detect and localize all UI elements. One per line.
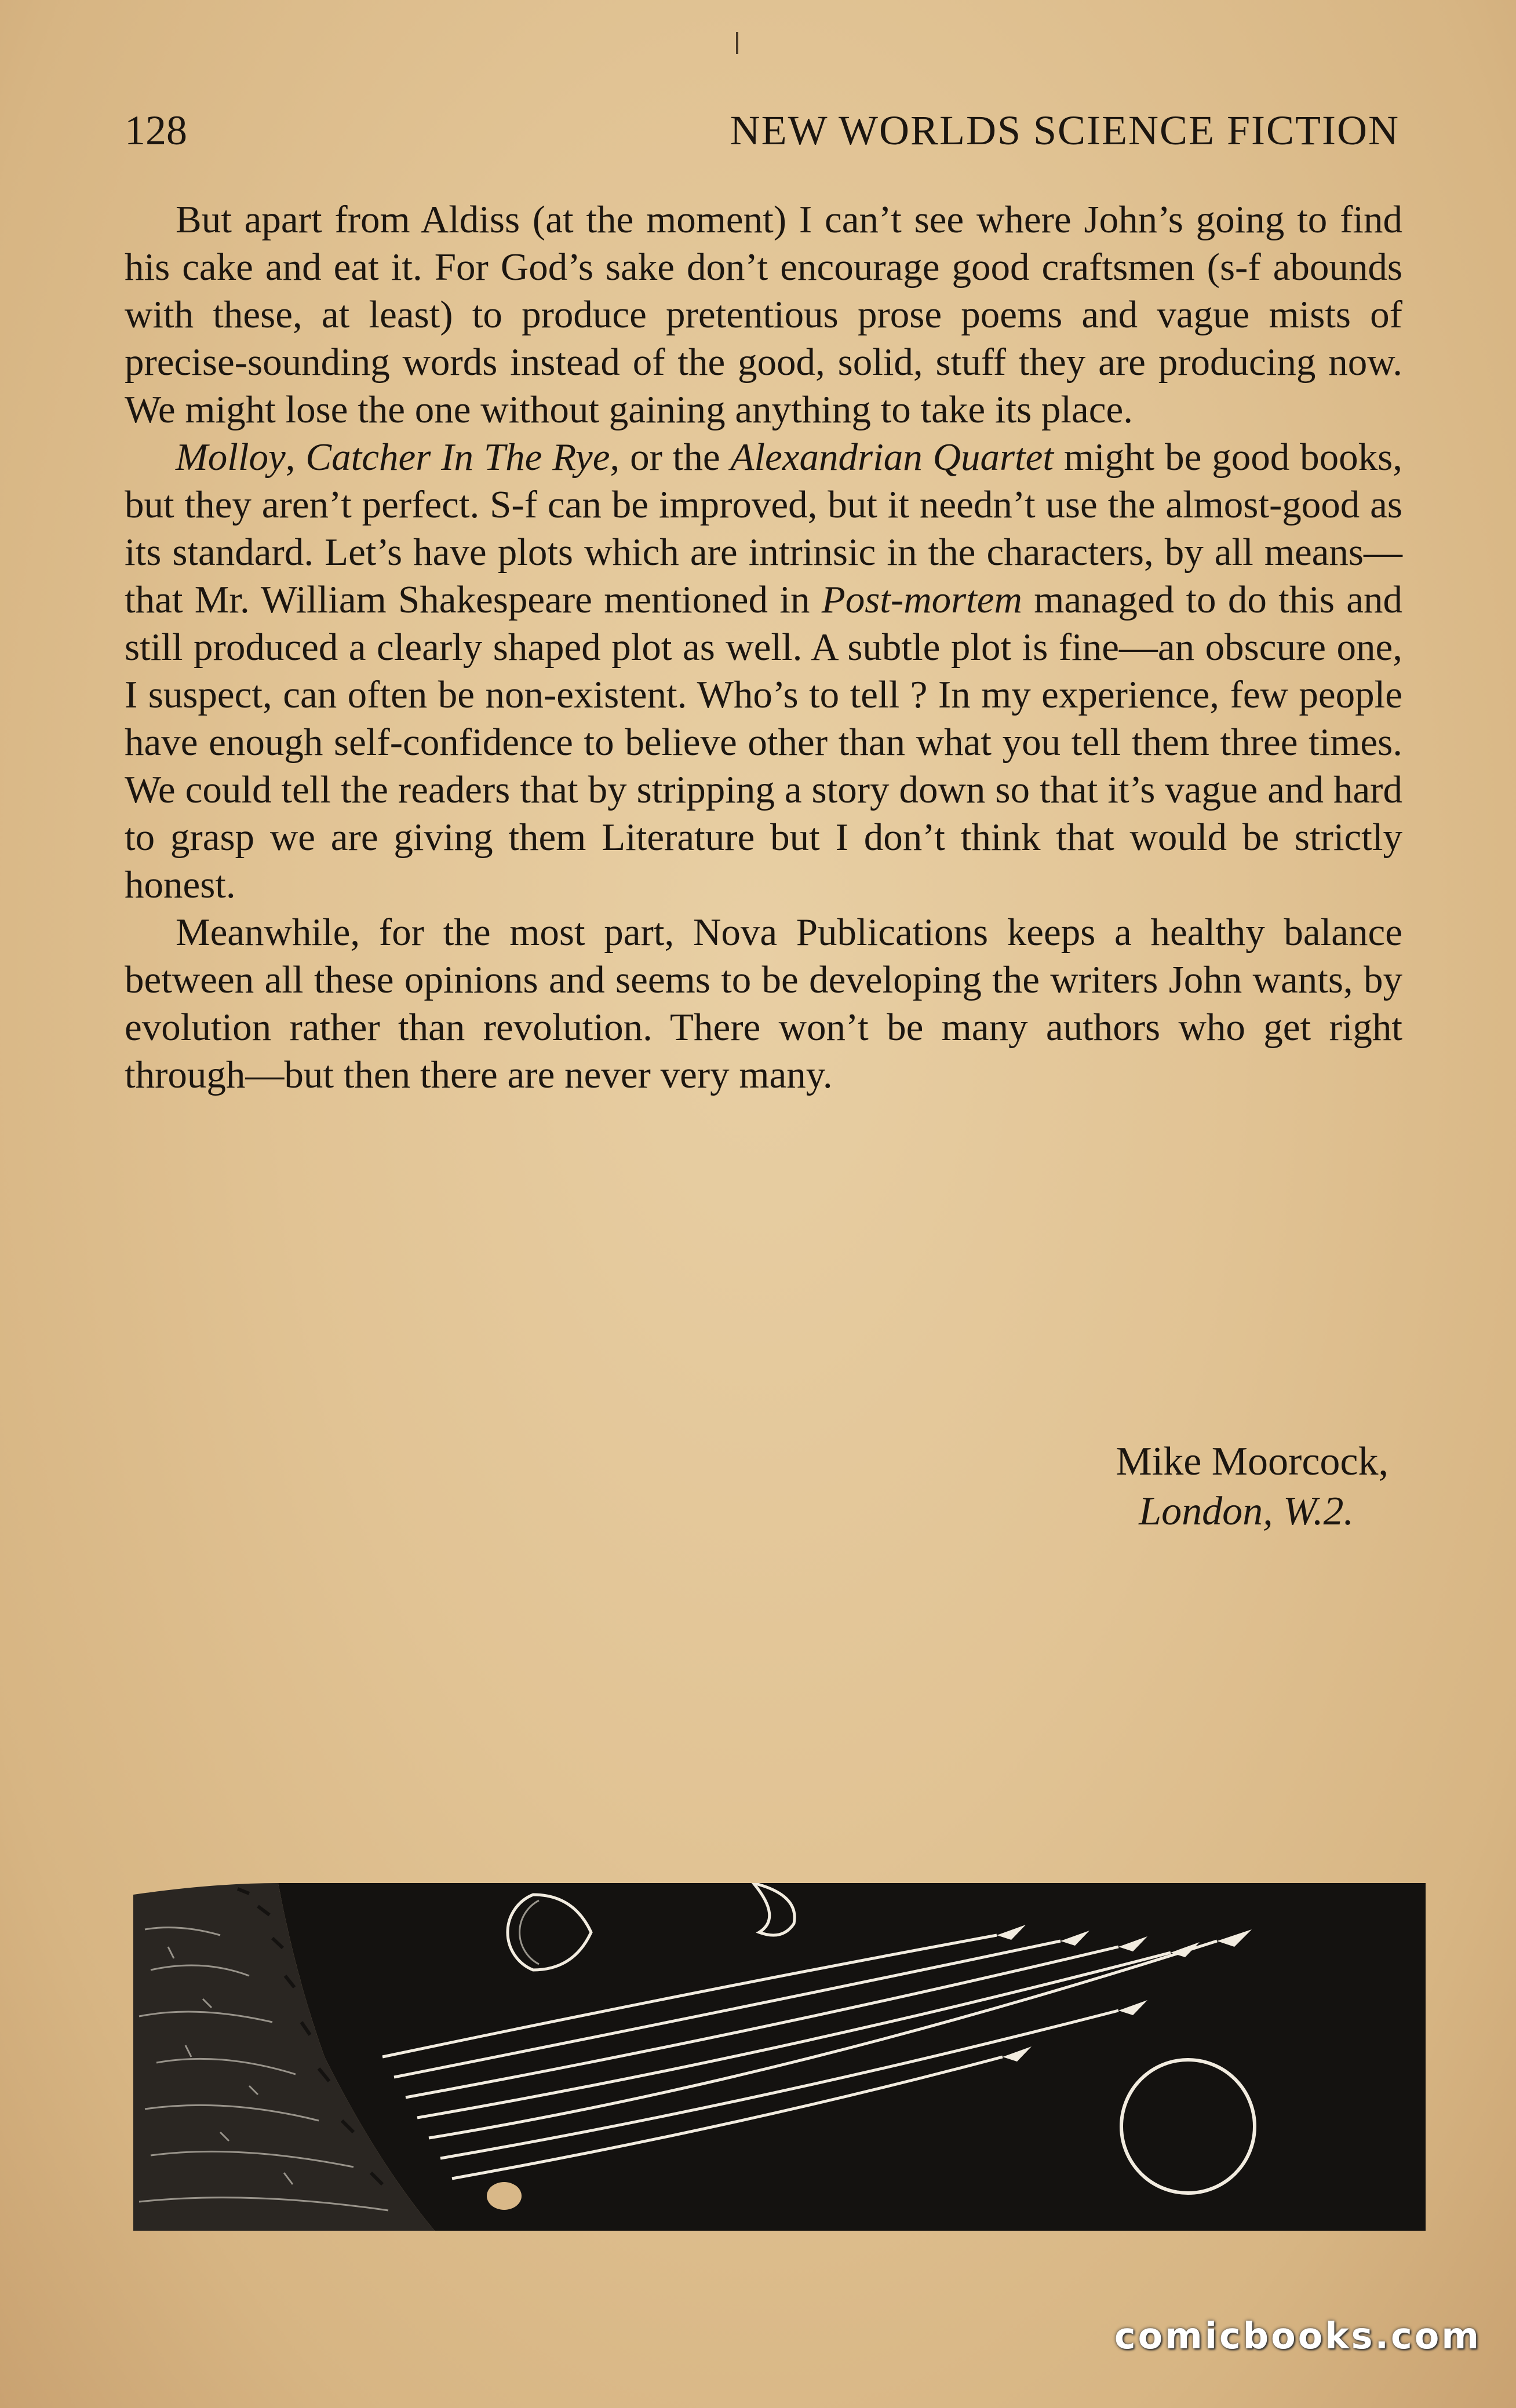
story-title-post-mortem: Post-mortem xyxy=(821,578,1022,621)
watermark: comicbooks.com xyxy=(1114,2315,1481,2357)
paragraph-3: Meanwhile, for the most part, Nova Publications keeps a healthy balance between all these opinions and seems to be developing the writers John wants, by evolution rather than revolution. There won’t be many authors who get right through—but then there are never very many. xyxy=(125,911,1402,1096)
space-planet-rockets-illustration xyxy=(133,1883,1426,2254)
illustration-svg xyxy=(133,1883,1426,2254)
signature-place: London, W.2. xyxy=(1139,1489,1354,1534)
signature xyxy=(867,1437,1389,1537)
page-header xyxy=(125,98,1400,162)
book-title-catcher: Catcher In The Rye xyxy=(305,436,610,479)
running-title: NEW WORLDS SCIENCE FICTION xyxy=(730,107,1400,154)
fold-mark xyxy=(736,32,738,54)
space-background xyxy=(278,1883,1426,2231)
paragraph-2-sep-2: , or the xyxy=(610,436,731,479)
book-title-molloy: Molloy xyxy=(176,436,286,479)
letter-body xyxy=(125,196,1402,1099)
paper-damage-spot xyxy=(487,2182,522,2210)
paragraph-2-sep-1: , xyxy=(285,436,306,479)
paragraph-1: But apart from Aldiss (at the moment) I can’t see where John’s going to find his cake and eat it. For God’s sake don’t encourage good craftsmen (s-f abounds with these, at least) to produce pretentious prose poems and vague mists of precise-sounding words instead of the good, solid, stuff they are producing now. We might lose the one without gaining anything to take its place. xyxy=(125,198,1402,431)
book-title-alexandrian-quartet: Alexandrian Quartet xyxy=(730,436,1054,479)
paragraph-2-text-a: might be good books, but they aren’t perfect. S-f can be improved, but it needn’t use the almost-good as its standard. Let’s have plots which are intrinsic in the characters, by all means—that Mr. William Shakespeare mentioned in xyxy=(125,436,1402,621)
signature-name: Mike Moorcock, xyxy=(1116,1439,1389,1484)
paragraph-2 xyxy=(125,433,1402,909)
paragraph-2-text-b: managed to do this and still produced a clearly shaped plot as well. A subtle plot is fine—an obscure one, I suspect, can often be non-existent. Who’s to tell ? In my experience, few people have enough self-confidence to believe other than what you tell them three times. We could tell the readers that by stripping a story down so that it’s vague and hard to grasp we are giving them Literature but I don’t think that would be strictly honest. xyxy=(125,578,1403,906)
page-number: 128 xyxy=(125,107,187,154)
